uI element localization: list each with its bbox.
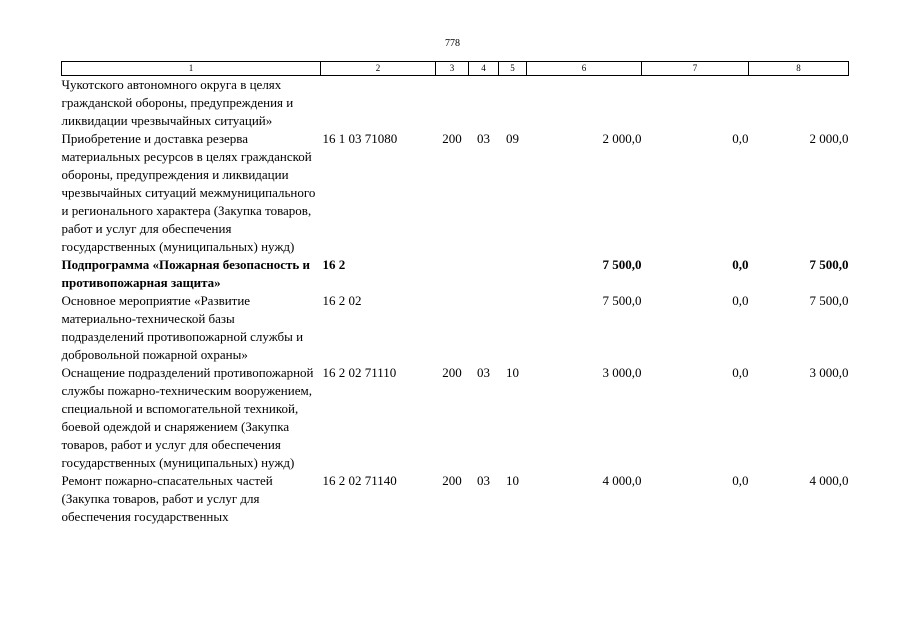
amount-col8-cell: 2 000,0 [809,131,849,146]
budget-code-cell: 16 2 02 [322,293,362,308]
expense-type-cell: 200 [442,131,462,146]
column-header: 7 [642,62,749,76]
row-name-cell: Ремонт пожарно-спасательных частей (Закупка товаров, работ и услуг для обеспечения государственных [61,473,273,524]
row-name-cell: Чукотского автономного округа в целях гражданской обороны, предупреждения и ликвидации чрезвычайных ситуаций» [61,77,294,128]
amount-col7-cell: 0,0 [732,473,749,488]
amount-col8-cell: 4 000,0 [809,473,849,488]
column-header: 6 [527,62,642,76]
budget-code-cell: 16 2 02 71140 [322,473,397,488]
amount-col6-cell: 4 000,0 [602,473,642,488]
subsection-cell: 09 [506,131,519,146]
section-cell [469,292,499,364]
subsection-cell: 10 [506,365,519,380]
subsection-cell: 10 [506,473,519,488]
amount-col6-cell: 2 000,0 [602,131,642,146]
amount-col6-cell [527,76,642,131]
table-row [62,364,849,472]
subsection-cell [499,292,527,364]
amount-col8-cell: 3 000,0 [809,365,849,380]
budget-code-cell: 16 2 02 71110 [322,365,397,380]
budget-code-cell: 16 2 [322,257,346,272]
expense-type-cell: 200 [442,473,462,488]
row-name-cell: Основное мероприятие «Развитие материально-технической базы подразделений противопожарной службы и добровольной пожарной охраны» [61,293,304,362]
table-row [62,472,849,526]
table-row [62,292,849,364]
table-row [62,130,849,256]
page-number: 778 [445,38,460,49]
row-name-cell: Оснащение подразделений противопожарной службы пожарно-техническим вооружением, специальной и вспомогательной техникой, боевой одеждой и снаряжением (Закупка товаров, работ и услуг для обеспечения государственных (муниципальных) нужд) [61,365,314,470]
subsection-cell [499,256,527,292]
subsection-cell [499,76,527,131]
amount-col7-cell: 0,0 [732,131,749,146]
amount-col7-cell: 0,0 [732,293,749,308]
column-header: 1 [62,62,321,76]
amount-col6-cell: 7 500,0 [602,257,642,272]
amount-col7-cell: 0,0 [732,365,749,380]
table-row [62,76,849,131]
amount-col7-cell [642,76,749,131]
column-number-row [62,62,849,76]
amount-col8-cell: 7 500,0 [809,293,849,308]
section-cell [469,256,499,292]
budget-code-cell [321,76,436,131]
expense-type-cell [436,76,469,131]
row-name-cell: Подпрограмма «Пожарная безопасность и противопожарная защита» [61,257,311,290]
column-header: 8 [749,62,849,76]
section-cell: 03 [477,131,490,146]
expense-type-cell: 200 [442,365,462,380]
section-cell [469,76,499,131]
column-header: 3 [436,62,469,76]
column-header: 2 [321,62,436,76]
expense-type-cell [436,292,469,364]
budget-table [61,61,849,526]
row-name-cell: Приобретение и доставка резерва материальных ресурсов в целях гражданской обороны, предупреждения и ликвидации чрезвычайных ситуаций межмуниципального и регионального характера (Закупка товаров, работ и услуг для обеспечения государственных (муниципальных) нужд) [61,131,316,254]
section-cell: 03 [477,473,490,488]
amount-col6-cell: 7 500,0 [602,293,642,308]
column-header: 5 [499,62,527,76]
column-header: 4 [469,62,499,76]
amount-col6-cell: 3 000,0 [602,365,642,380]
amount-col7-cell: 0,0 [732,257,749,272]
amount-col8-cell: 7 500,0 [809,257,849,272]
expense-type-cell [436,256,469,292]
budget-code-cell: 16 1 03 71080 [322,131,398,146]
section-cell: 03 [477,365,490,380]
amount-col8-cell [749,76,849,131]
table-row [62,256,849,292]
